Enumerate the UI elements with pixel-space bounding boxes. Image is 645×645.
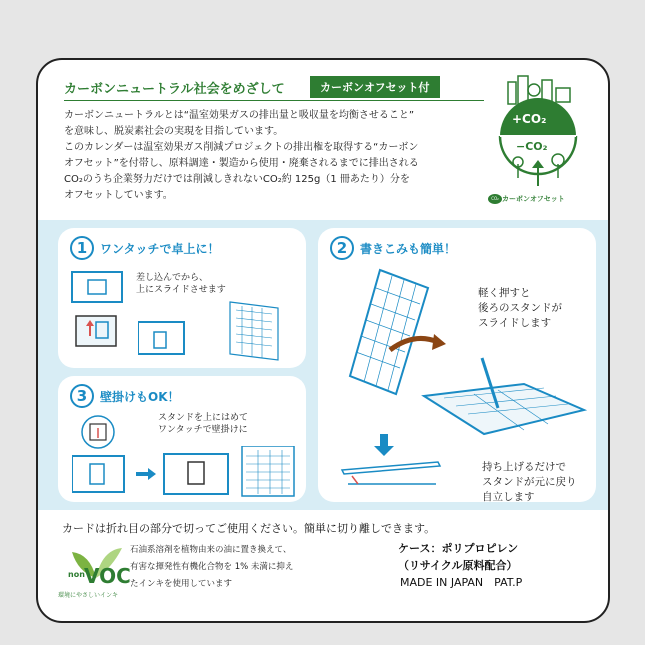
carbon-divider xyxy=(64,100,484,101)
logo-minus-co2: −CO₂ xyxy=(516,140,548,153)
voc-big: VOC xyxy=(84,564,131,588)
step-3-number: 3 xyxy=(70,384,94,408)
logo-co2-mark: CO₂ xyxy=(488,194,502,204)
made-in-japan: MADE IN JAPAN PAT.P xyxy=(400,576,523,589)
step-2-note-top xyxy=(478,286,562,331)
cut-instruction: カードは折れ目の部分で切ってご使用ください。簡単に切り離しできます。 xyxy=(62,522,436,535)
step-2-note-line: 後ろのスタンドが xyxy=(478,302,562,314)
step-3-title: 壁掛けもOK！ xyxy=(100,389,180,404)
desk-insert-illustration xyxy=(66,266,136,356)
carbon-line: このカレンダーは温室効果ガス削減プロジェクトの排出権を取得する“カーボン xyxy=(64,142,419,153)
case-line: （リサイクル原料配合） xyxy=(398,559,518,572)
voc-description xyxy=(130,542,350,593)
step-2-note-line: スタンドが元に戻り xyxy=(482,476,577,488)
carbon-line: を意味し、脱炭素社会の実現を目指しています。 xyxy=(64,126,284,137)
step-1-note-line: 差し込んでから、 xyxy=(136,273,209,283)
step-3-header xyxy=(70,384,180,408)
step-2-note-line: スライドします xyxy=(478,317,552,329)
step-1-note-line: 上にスライドさせます xyxy=(136,285,226,295)
step-3-note-line: スタンドを上にはめて xyxy=(158,413,249,423)
step-1-panel xyxy=(58,228,306,368)
carbon-line: オフセットしています。 xyxy=(64,190,173,201)
step-2-number: 2 xyxy=(330,236,354,260)
carbon-line: カーボンニュートラルとは“温室効果ガスの排出量と吸収量を均衡させること” xyxy=(64,110,415,121)
voc-line: 有害な揮発性有機化合物を 1% 未満に抑え xyxy=(130,562,294,572)
step-2-note-bottom xyxy=(482,460,577,505)
step-1-header xyxy=(70,236,220,260)
carbon-line: CO₂のうち企業努力だけでは削減しきれないCO₂約 125g（1 冊あたり）分を xyxy=(64,174,410,185)
step-2-title: 書きこみも簡単！ xyxy=(360,241,457,256)
step-3-panel xyxy=(58,376,306,502)
step-2-note-line: 持ち上げるだけで xyxy=(482,461,566,473)
logo-label: カーボンオフセット xyxy=(502,195,565,203)
voc-caption: 環境にやさしいインキ xyxy=(58,592,119,599)
step-3-note xyxy=(158,412,248,436)
instructions-area xyxy=(38,220,610,510)
wall-mount-illustration xyxy=(72,446,300,498)
carbon-line: オフセット”を付帯し、原料調達・製造から使用・廃棄されるまでに排出される xyxy=(64,158,419,169)
step-2-note-line: 自立します xyxy=(482,491,535,503)
logo-plus-co2: +CO₂ xyxy=(512,112,547,126)
step-3-note-line: ワンタッチで壁掛けに xyxy=(158,425,248,435)
voc-small: non xyxy=(68,570,85,579)
carbon-offset-globe-icon xyxy=(488,74,588,194)
desk-stand-illustration xyxy=(138,298,298,364)
carbon-offset-badge: カーボンオフセット付 xyxy=(310,76,440,98)
case-material xyxy=(398,540,518,574)
non-voc-logo xyxy=(58,538,133,608)
carbon-offset-logo xyxy=(488,74,588,214)
carbon-title: カーボンニュートラル社会をめざして xyxy=(64,82,285,97)
carbon-description xyxy=(64,108,482,204)
step-2-header xyxy=(330,236,456,260)
step-1-note xyxy=(136,272,226,296)
voc-line: 石油系溶剤を植物由来の油に置き換えて、 xyxy=(130,545,292,555)
carbon-section xyxy=(58,74,588,214)
voc-line: たインキを使用しています xyxy=(130,579,233,589)
step-1-number: 1 xyxy=(70,236,94,260)
step-2-note-line: 軽く押すと xyxy=(478,287,531,299)
product-card xyxy=(36,58,610,623)
case-line: ケース：ポリプロピレン xyxy=(398,542,519,555)
step-1-title: ワンタッチで卓上に！ xyxy=(100,241,220,256)
step-2-panel xyxy=(318,228,596,502)
stand-return-illustration xyxy=(334,432,450,490)
